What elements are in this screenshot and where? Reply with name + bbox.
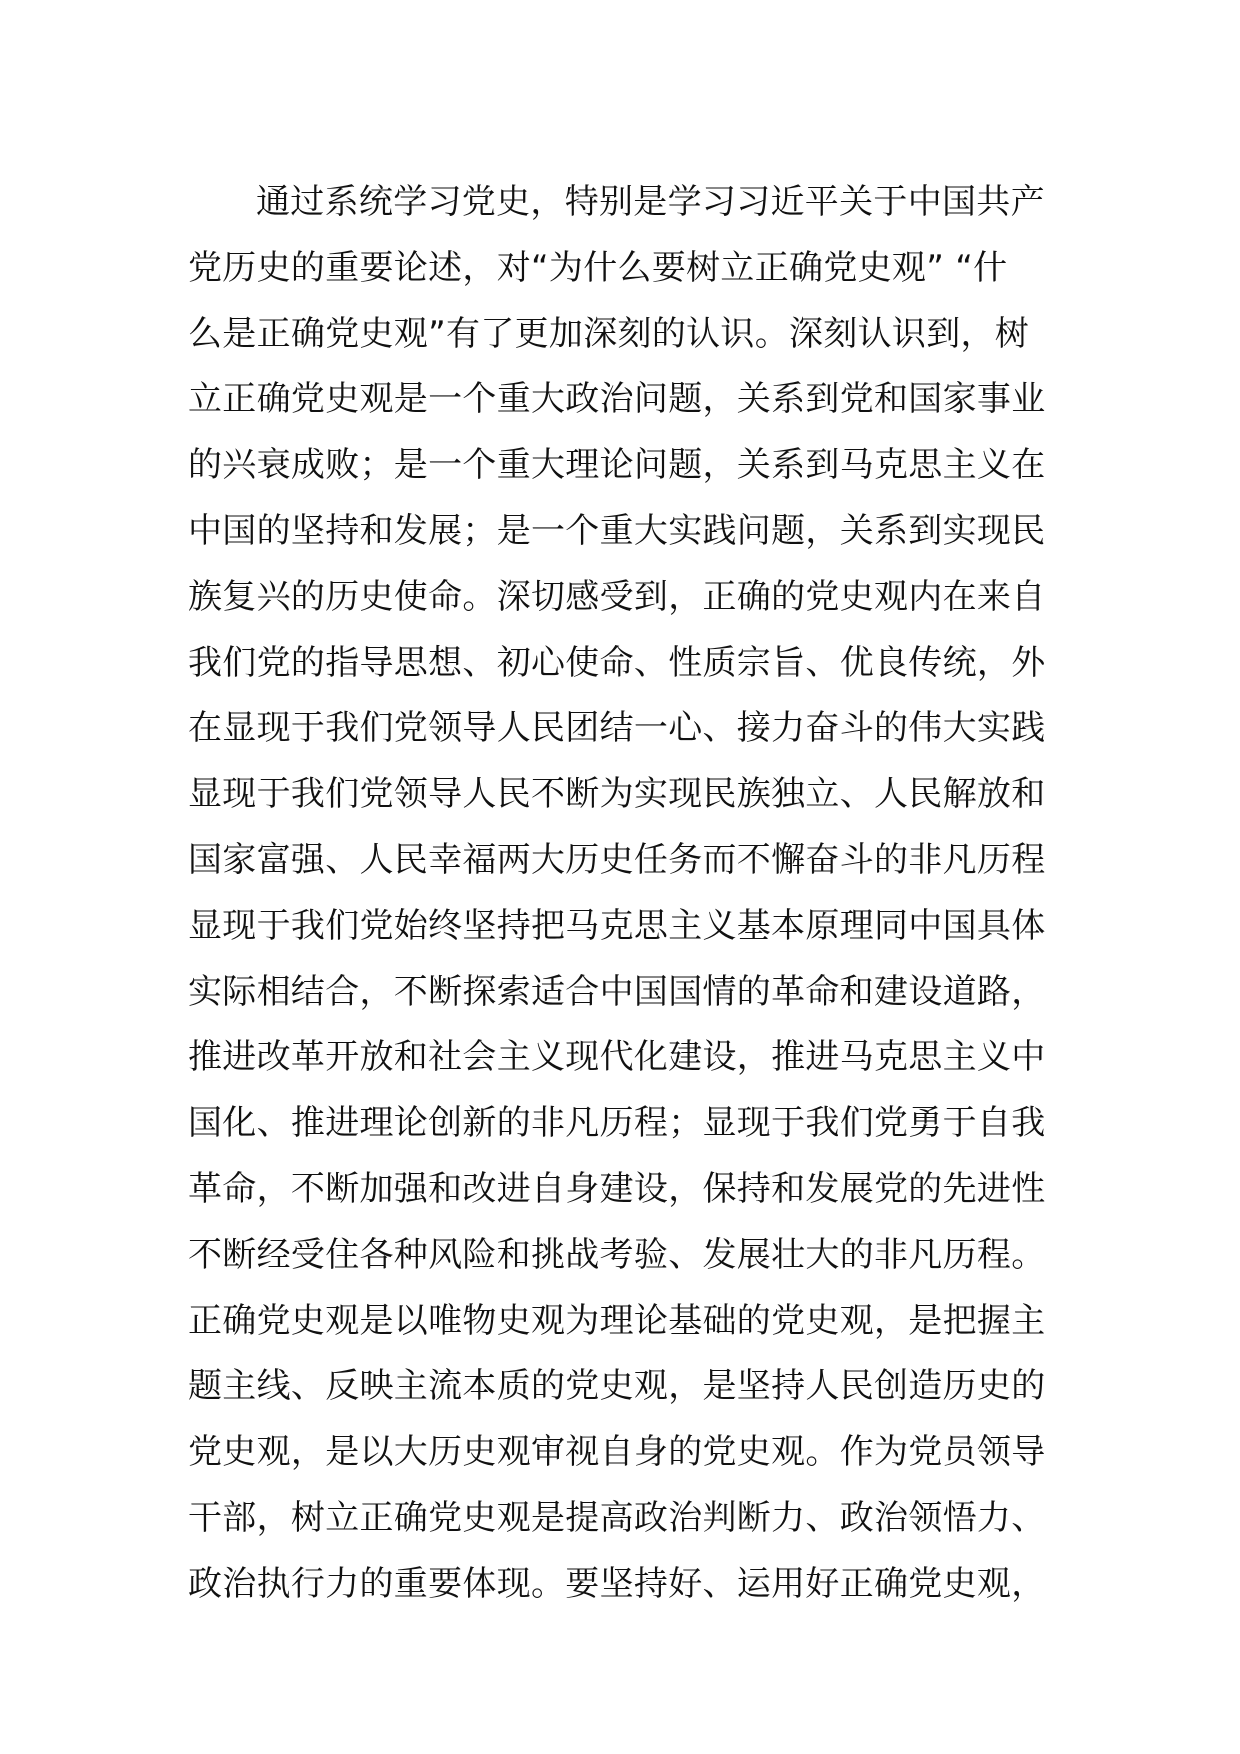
text-line: 国家富强、人民幸福两大历史任务而不懈奋斗的非凡历程	[188, 839, 1046, 880]
text-line: 国化、推进理论创新的非凡历程；显现于我们党勇于自我	[188, 1103, 1046, 1144]
text-line: 中国的坚持和发展；是一个重大实践问题，关系到实现民	[188, 510, 1046, 551]
text-line: 政治执行力的重要体现。要坚持好、运用好正确党史观，	[188, 1563, 1046, 1604]
text-line: 革命，不断加强和改进自身建设，保持和发展党的先进性	[188, 1168, 1046, 1209]
text-line: 的兴衰成败；是一个重大理论问题，关系到马克思主义在	[188, 445, 1046, 486]
text-line: 题主线、反映主流本质的党史观，是坚持人民创造历史的	[188, 1366, 1046, 1407]
text-line: 干部，树立正确党史观是提高政治判断力、政治领悟力、	[188, 1497, 1046, 1538]
text-line: 实际相结合，不断探索适合中国国情的革命和建设道路，	[188, 971, 1046, 1012]
text-line: 正确党史观是以唯物史观为理论基础的党史观，是把握主	[188, 1300, 1046, 1341]
text-line: 不断经受住各种风险和挑战考验、发展壮大的非凡历程。	[188, 1234, 1046, 1275]
text-line: 族复兴的历史使命。深切感受到，正确的党史观内在来自	[188, 576, 1046, 617]
text-line: 我们党的指导思想、初心使命、性质宗旨、优良传统，外	[188, 642, 1046, 683]
text-line: 党史观，是以大历史观审视自身的党史观。作为党员领导	[188, 1432, 1046, 1473]
text-line: 推进改革开放和社会主义现代化建设，推进马克思主义中	[188, 1037, 1046, 1078]
text-line: 立正确党史观是一个重大政治问题，关系到党和国家事业	[188, 379, 1046, 420]
text-line: 在显现于我们党领导人民团结一心、接力奋斗的伟大实践	[188, 708, 1046, 749]
text-line: 么是正确党史观”有了更加深刻的认识。深刻认识到，树	[188, 313, 1030, 354]
text-line: 党历史的重要论述，对“为什么要树立正确党史观” “什	[188, 247, 1008, 288]
text-line: 通过系统学习党史，特别是学习习近平关于中国共产	[256, 182, 1045, 222]
text-line: 显现于我们党领导人民不断为实现民族独立、人民解放和	[188, 774, 1046, 815]
body-paragraph	[188, 170, 1068, 1618]
text-line: 显现于我们党始终坚持把马克思主义基本原理同中国具体	[188, 905, 1046, 946]
